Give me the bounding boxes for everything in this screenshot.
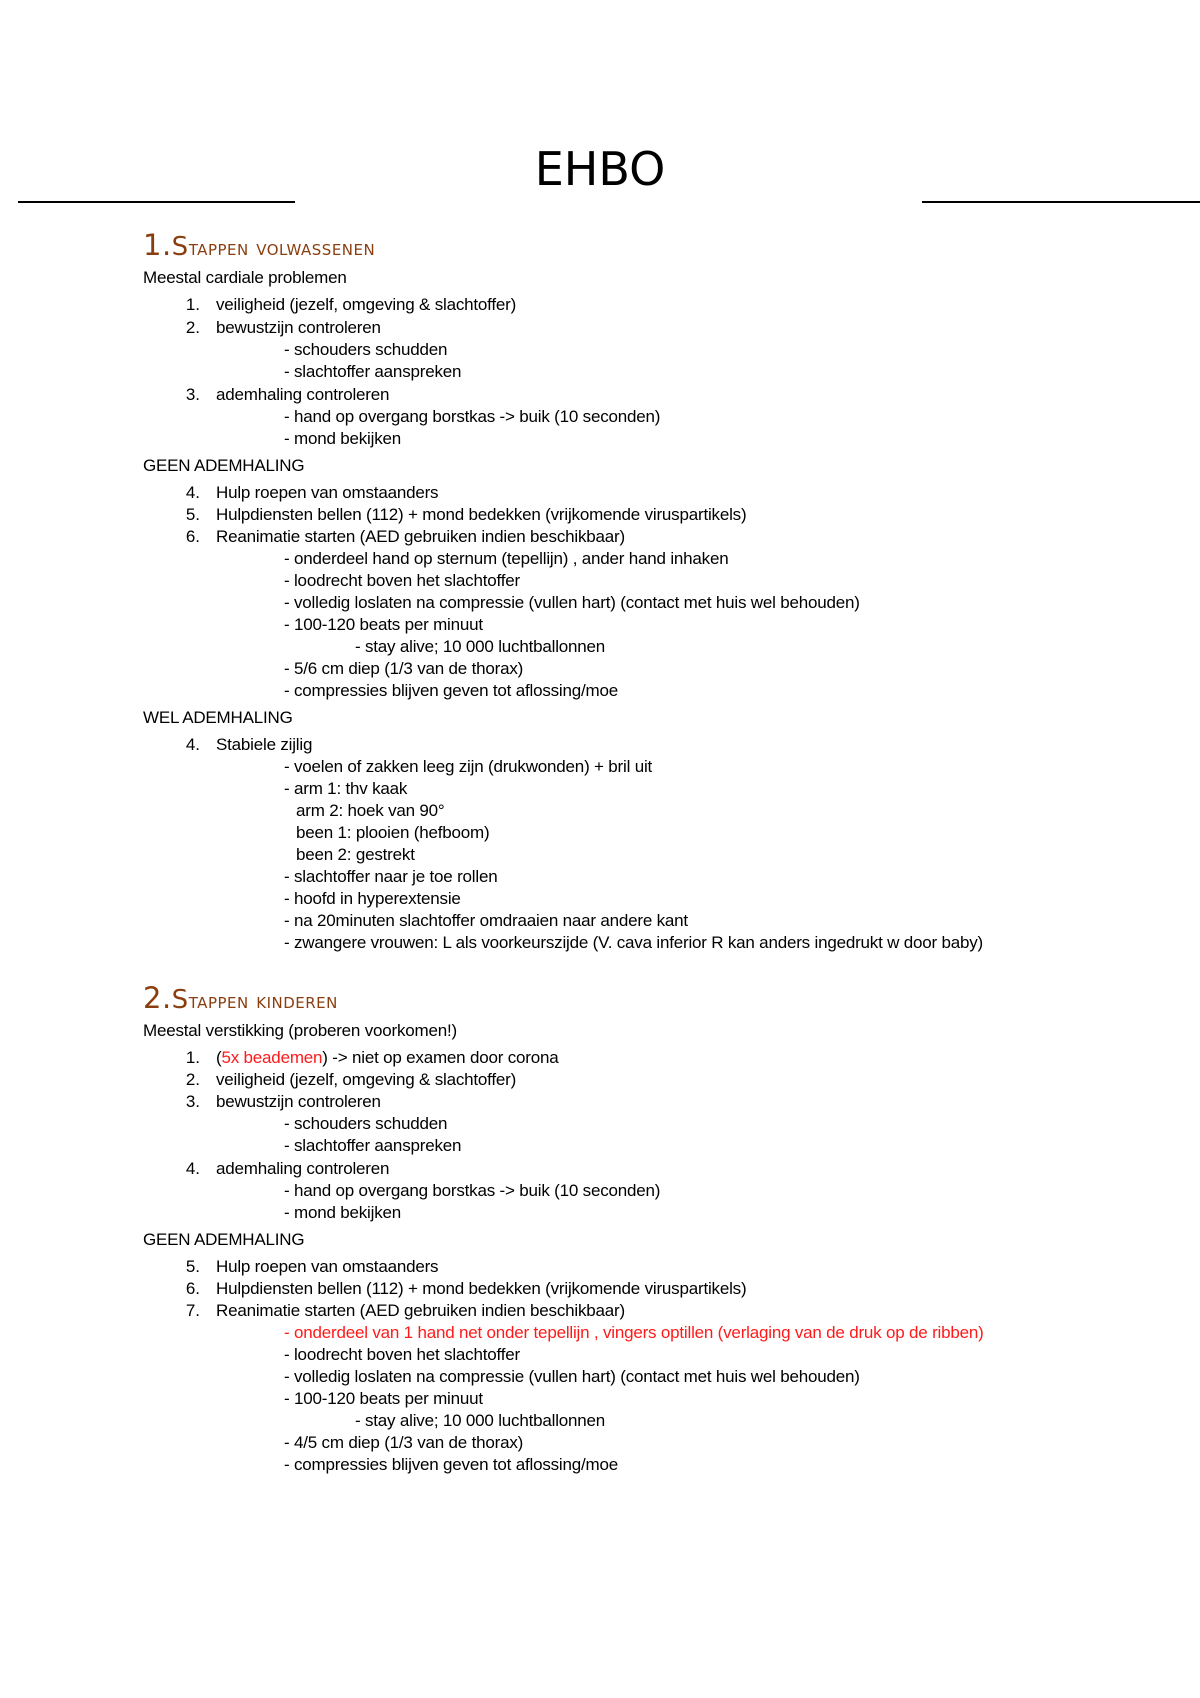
sub-item: - 4/5 cm diep (1/3 van de thorax) — [284, 1433, 524, 1452]
sub-item: - schouders schudden — [284, 1114, 448, 1133]
sub-item: - volledig loslaten na compressie (vullen hart) (contact met huis wel behouden) — [284, 593, 860, 612]
list-item: Hulpdiensten bellen (112) + mond bedekken (vrijkomende viruspartikels) — [216, 505, 747, 524]
list-item: bewustzijn controleren — [216, 318, 381, 337]
section-heading-2 — [143, 983, 338, 1017]
item-text: ) -> niet op examen door corona — [322, 1048, 559, 1067]
group-label: GEEN ADEMHALING — [143, 1230, 305, 1249]
group-label: WEL ADEMHALING — [143, 708, 293, 727]
sub-item: been 1: plooien (hefboom) — [296, 823, 490, 842]
list-item: bewustzijn controleren — [216, 1092, 381, 1111]
section-number: 1. — [143, 228, 172, 262]
list-number: 3. — [185, 1092, 200, 1111]
list-item: veiligheid (jezelf, omgeving & slachtoffer) — [216, 295, 517, 314]
list-item: ademhaling controleren — [216, 1159, 390, 1178]
list-number: 6. — [185, 1279, 200, 1298]
sub-item: - hoofd in hyperextensie — [284, 889, 461, 908]
section-heading-initial: S — [171, 232, 189, 262]
title-rule-right — [922, 201, 1200, 203]
list-item: veiligheid (jezelf, omgeving & slachtoffer) — [216, 1070, 517, 1089]
sub-item: - compressies blijven geven tot aflossing/moe — [284, 1455, 618, 1474]
sub-item: - mond bekijken — [284, 429, 402, 448]
sub-item: - na 20minuten slachtoffer omdraaien naar andere kant — [284, 911, 688, 930]
sub-item: arm 2: hoek van 90° — [296, 801, 445, 820]
sub-sub-item: - stay alive; 10 000 luchtballonnen — [355, 637, 606, 656]
list-number: 2. — [185, 318, 200, 337]
list-number: 4. — [185, 483, 200, 502]
sub-item: - arm 1: thv kaak — [284, 779, 408, 798]
sub-item: - 5/6 cm diep (1/3 van de thorax) — [284, 659, 524, 678]
list-number: 4. — [185, 735, 200, 754]
list-item: ademhaling controleren — [216, 385, 390, 404]
list-item: Reanimatie starten (AED gebruiken indien beschikbaar) — [216, 1301, 625, 1320]
title-rule-left — [18, 201, 295, 203]
list-number: 5. — [185, 1257, 200, 1276]
section-number: 2. — [143, 981, 172, 1015]
list-item: Hulpdiensten bellen (112) + mond bedekken (vrijkomende viruspartikels) — [216, 1279, 747, 1298]
list-number: 7. — [185, 1301, 200, 1320]
list-item: Reanimatie starten (AED gebruiken indien beschikbaar) — [216, 527, 625, 546]
section-intro: Meestal verstikking (proberen voorkomen!) — [143, 1021, 457, 1040]
list-number: 1. — [185, 295, 200, 314]
sub-item: - volledig loslaten na compressie (vullen hart) (contact met huis wel behouden) — [284, 1367, 860, 1386]
sub-item: - voelen of zakken leeg zijn (drukwonden) + bril uit — [284, 757, 653, 776]
sub-item: - loodrecht boven het slachtoffer — [284, 1345, 520, 1364]
section-intro: Meestal cardiale problemen — [143, 268, 347, 287]
sub-item: - 100-120 beats per minuut — [284, 615, 483, 634]
list-number: 5. — [185, 505, 200, 524]
sub-item: - slachtoffer aanspreken — [284, 1136, 462, 1155]
list-number: 4. — [185, 1159, 200, 1178]
group-label: GEEN ADEMHALING — [143, 456, 305, 475]
list-item: Hulp roepen van omstaanders — [216, 483, 439, 502]
sub-item-highlighted: - onderdeel van 1 hand net onder tepellijn , vingers optillen (verlaging van de druk op de ribben) — [284, 1323, 984, 1342]
section-heading-1 — [143, 230, 375, 264]
sub-item: - schouders schudden — [284, 340, 448, 359]
sub-item: - slachtoffer aanspreken — [284, 362, 462, 381]
list-item: Hulp roepen van omstaanders — [216, 1257, 439, 1276]
sub-item: - loodrecht boven het slachtoffer — [284, 571, 520, 590]
document-title: EHBO — [534, 142, 666, 196]
paren-open: ( — [216, 1048, 222, 1067]
sub-item: - zwangere vrouwen: L als voorkeurszijde (V. cava inferior R kan anders ingedrukt w door baby) — [284, 933, 984, 952]
list-number: 1. — [185, 1048, 200, 1067]
sub-sub-item: - stay alive; 10 000 luchtballonnen — [355, 1411, 606, 1430]
list-item: Stabiele zijlig — [216, 735, 313, 754]
list-number: 3. — [185, 385, 200, 404]
sub-item: - mond bekijken — [284, 1203, 402, 1222]
section-heading-text: tappen kinderen — [188, 989, 338, 1014]
sub-item: - slachtoffer naar je toe rollen — [284, 867, 498, 886]
sub-item: - hand op overgang borstkas -> buik (10 seconden) — [284, 407, 661, 426]
section-heading-initial: S — [171, 985, 189, 1015]
sub-item: been 2: gestrekt — [296, 845, 415, 864]
sub-item: - 100-120 beats per minuut — [284, 1389, 483, 1408]
highlighted-text: 5x beademen — [221, 1048, 323, 1067]
sub-item: - onderdeel hand op sternum (tepellijn) , ander hand inhaken — [284, 549, 729, 568]
list-item — [216, 1048, 559, 1068]
sub-item: - compressies blijven geven tot aflossing/moe — [284, 681, 618, 700]
section-heading-text: tappen volwassenen — [188, 236, 376, 261]
list-number: 2. — [185, 1070, 200, 1089]
list-number: 6. — [185, 527, 200, 546]
sub-item: - hand op overgang borstkas -> buik (10 seconden) — [284, 1181, 661, 1200]
